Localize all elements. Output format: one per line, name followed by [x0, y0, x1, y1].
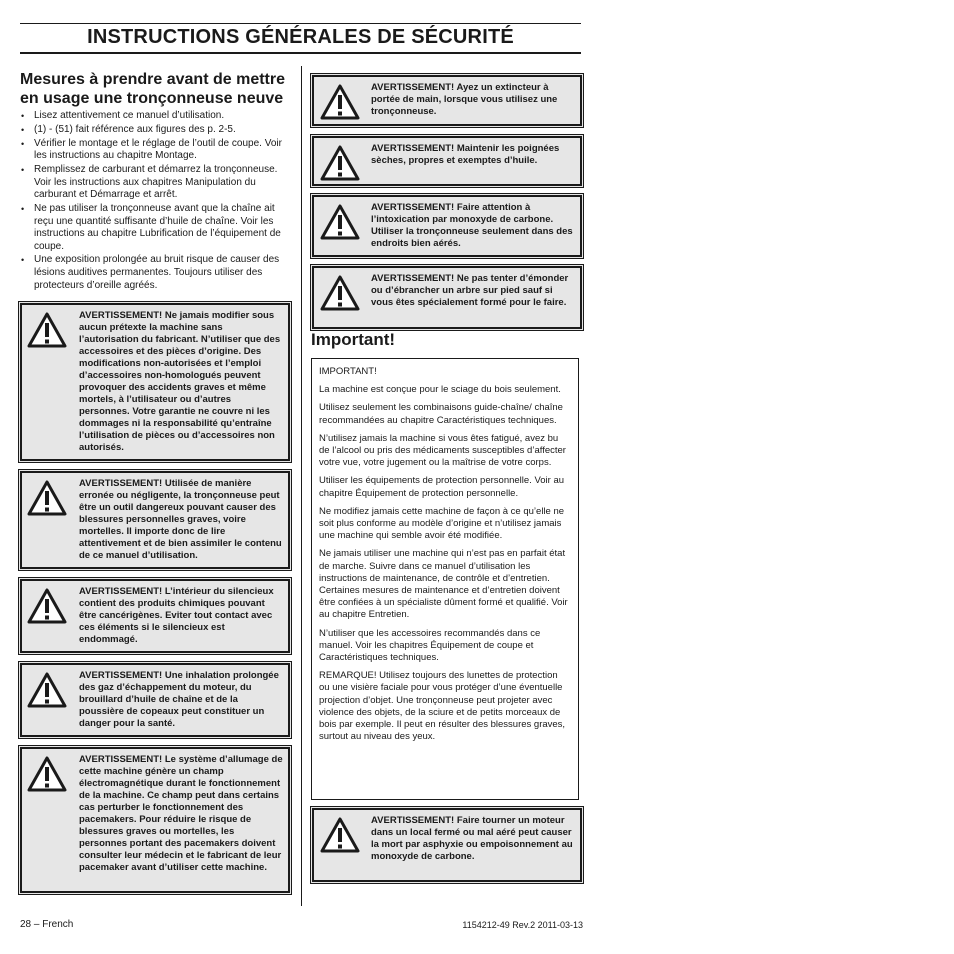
- warning-box: [18, 745, 292, 895]
- header-rule-bottom: [20, 52, 581, 54]
- important-paragraph: N’utilisez jamais la machine si vous êtes fatigué, avez bu de l’alcool ou pris des médicaments susceptibles d’affecter votre vue, votre jugement ou la maîtrise de votre corps.: [319, 432, 566, 469]
- warning-box: [310, 806, 584, 884]
- warning-text: AVERTISSEMENT! Ayez un extincteur à portée de main, lorsque vous utilisez une tronçonneuse.: [371, 82, 558, 117]
- important-paragraph: Utilisez seulement les combinaisons guide-chaîne/ chaîne recommandées au chapitre Caractéristiques techniques.: [319, 402, 563, 426]
- warning-text: AVERTISSEMENT! Ne pas tenter d’émonder ou d’ébrancher un arbre sur pied sauf si vous êtes spécialement formé pour le faire.: [371, 273, 569, 308]
- important-box: [311, 358, 579, 800]
- warning-triangle-icon: [320, 145, 360, 181]
- warning-box: [18, 469, 292, 571]
- warning-box: [310, 134, 584, 188]
- important-paragraph: La machine est conçue pour le sciage du bois seulement.: [319, 384, 561, 396]
- warning-box: [310, 264, 584, 331]
- warning-text: AVERTISSEMENT! Une inhalation prolongée des gaz d’échappement du moteur, du brouillard d’huile de chaîne et de la poussière de copeaux peut constituer un danger pour la santé.: [79, 670, 279, 729]
- warning-text: AVERTISSEMENT! Le système d’allumage de cette machine génère un champ électromagnétique durant le fonctionnement de la machine. Ce champ peut dans certains cas perturber le fonctionnement des pacemakers. Pour réduire le risque de blessures graves ou mortelles, les personnes portant des pacemakers doivent consulter leur médecin et le fabricant de leur pacemaker avant d’utiliser cette machine.: [79, 754, 283, 873]
- warning-triangle-icon: [27, 672, 67, 708]
- warning-triangle-icon: [320, 817, 360, 853]
- document-reference: 1154212-49 Rev.2 2011-03-13: [462, 920, 583, 930]
- warning-triangle-icon: [27, 480, 67, 516]
- warning-triangle-icon: [27, 312, 67, 348]
- important-paragraph: Ne jamais utiliser une machine qui n’est pas en parfait état de marche. Suivre dans ce manuel d’utilisation les instructions de maintenance, de contrôle et d’entretien. Certaines mesures de maintenance et d’entretien doivent être confiées à un spécialiste dûment formé et qualifié. Voir au chapitre Entretien.: [319, 548, 568, 621]
- warning-box: [18, 661, 292, 739]
- list-item: • (1) - (51) fait référence aux figures des p. 2-5.: [20, 124, 290, 137]
- warning-box: [18, 577, 292, 655]
- warning-box: [310, 73, 584, 128]
- section-title: Mesures à prendre avant de mettre en usage une tronçonneuse neuve: [20, 71, 285, 107]
- header-rule-top: [20, 23, 581, 24]
- important-paragraph: REMARQUE! Utilisez toujours des lunettes de protection ou une visière faciale pour vous protéger d’une éventuelle projection d’objet. Une tronçonneuse peut projeter avec violence des objets, de la sciure et de petits morceaux de bois par exemple. Il peut en résulter des blessures graves, surtout au niveau des yeux.: [319, 670, 566, 743]
- warning-box: [18, 301, 292, 463]
- warning-triangle-icon: [320, 275, 360, 311]
- important-paragraph: Ne modifiez jamais cette machine de façon à ce qu’elle ne soit plus conforme au modèle d’origine et n’utilisez jamais une machine qui semble avoir été modifiée.: [319, 505, 565, 542]
- page-title: INSTRUCTIONS GÉNÉRALES DE SÉCURITÉ: [87, 26, 514, 48]
- bullet-list: [20, 110, 290, 293]
- list-item: • Ne pas utiliser la tronçonneuse avant que la chaîne ait reçu une quantité suffisante d’huile de chaîne. Voir les instructions au chapitre Lubrification de l’équipement de coupe.: [20, 203, 290, 253]
- warning-box: [310, 193, 584, 259]
- warning-text: AVERTISSEMENT! Utilisée de manière erronée ou négligente, la tronçonneuse peut être un outil dangereux pouvant causer des blessures personnelles graves, voire mortelles. Il importe donc de lire attentivement et de bien assimiler le contenu de ce manuel d’utilisation.: [79, 478, 282, 561]
- warning-text: AVERTISSEMENT! L’intérieur du silencieux contient des produits chimiques pouvant être cancérigènes. Eviter tout contact avec ces éléments si le silencieux est endommagé.: [79, 586, 274, 645]
- warning-text: AVERTISSEMENT! Faire tourner un moteur dans un local fermé ou mal aéré peut causer la mort par asphyxie ou empoisonnement au monoxyde de carbone.: [371, 815, 573, 862]
- warning-text: AVERTISSEMENT! Faire attention à l’intoxication par monoxyde de carbone. Utiliser la tronçonneuse seulement dans des endroits bien aérés.: [371, 202, 573, 249]
- list-item: • Vérifier le montage et le réglage de l’outil de coupe. Voir les instructions au chapitre Montage.: [20, 138, 290, 163]
- warning-triangle-icon: [320, 84, 360, 120]
- important-paragraph: Utiliser les équipements de protection personnelle. Voir au chapitre Équipement de protection personnelle.: [319, 475, 565, 499]
- list-item: • Remplissez de carburant et démarrez la tronçonneuse. Voir les instructions aux chapitres Manipulation du carburant et Démarrage et arrêt.: [20, 164, 290, 202]
- important-paragraph: N’utiliser que les accessoires recommandés dans ce manuel. Voir les chapitres Équipement de coupe et Caractéristiques techniques.: [319, 627, 541, 664]
- important-heading: Important!: [311, 330, 396, 349]
- column-divider: [301, 66, 302, 906]
- warning-text: AVERTISSEMENT! Maintenir les poignées sèches, propres et exemptes d’huile.: [371, 143, 560, 166]
- warning-triangle-icon: [27, 756, 67, 792]
- warning-text: AVERTISSEMENT! Ne jamais modifier sous aucun prétexte la machine sans l’autorisation du fabricant. N’utiliser que des accessoires et des pièces d’origine. Des modifications non-autorisées et l’emploi d’accessoires non-homologués peuvent provoquer des accidents graves et même mortels, à l’utilisateur ou d’autres personnes. Votre garantie ne couvre ni les dommages ni la responsabilité qu’entraîne l’utilisation de pièces ou d’accessoires non autorisés.: [79, 310, 281, 453]
- list-item: • Une exposition prolongée au bruit risque de causer des lésions auditives permanentes. Toujours utiliser des protecteurs d’oreille agréés.: [20, 254, 290, 292]
- list-item: • Lisez attentivement ce manuel d’utilisation.: [20, 110, 290, 123]
- important-paragraph: IMPORTANT!: [319, 366, 377, 377]
- warning-triangle-icon: [320, 204, 360, 240]
- warning-triangle-icon: [27, 588, 67, 624]
- page-number: 28 – French: [20, 919, 74, 930]
